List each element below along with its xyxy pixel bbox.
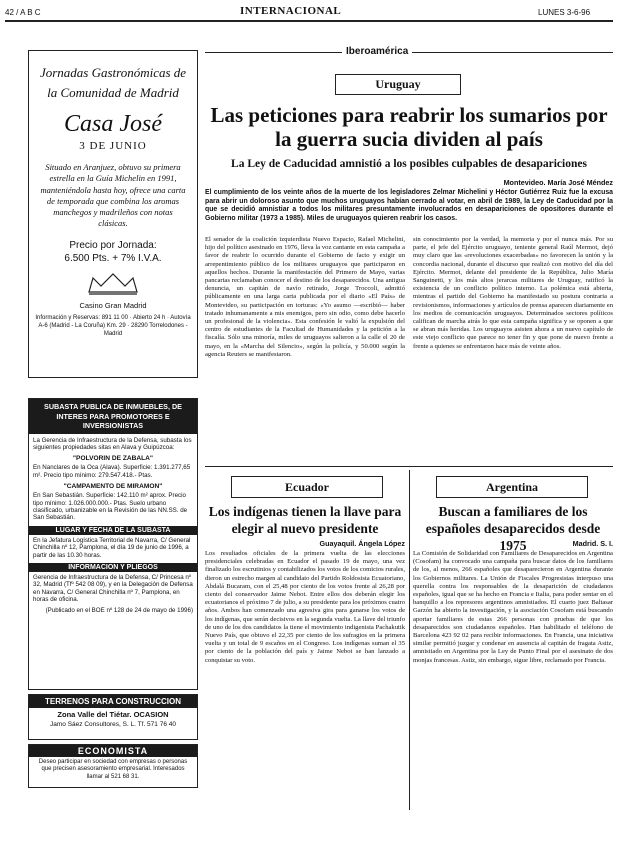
ad-restaurant: Casa José	[64, 111, 162, 137]
property-2-name: "CAMPAMENTO DE MIRAMON"	[63, 483, 163, 491]
economist-title: ECONOMISTA	[29, 745, 197, 757]
country-label-uruguay: Uruguay	[335, 74, 461, 95]
ad-description: Situado en Aranjuez, obtuvo su primera estrella en la Guía Michelin en 1991, manteniéndola hasta hoy, ofrece una carta de temporada que combina los aromas manchegos y madrileños con notas clásicas.	[40, 162, 186, 229]
main-lead: El cumplimiento de los veinte años de la muerte de los legisladores Zelmar Michelini y Héctor Gutiérrez Ruiz fue la excusa para abrir un doloroso asunto que muchos uruguayos habían cerrado al votar, en abril de 1989, la Ley de Caducidad por la que se decidió amnistiar a todos los militares presuntamente involucrados en desapariciones de opositores durante el Gobierno militar (1973 a 1985). Miles de uruguayos quieren reabrir los casos.	[205, 189, 613, 222]
main-headline: Las peticiones para reabrir los sumarios por la guerra sucia dividen al país	[210, 103, 608, 151]
casino-name: Casino Gran Madrid	[79, 300, 147, 310]
casino-logo	[63, 272, 163, 310]
page-date: LUNES 3-6-96	[538, 8, 591, 17]
auction-info-bar: INFORMACION Y PLIEGOS	[29, 563, 197, 572]
property-1-details: En Nanclares de la Oca (Alava). Superficie: 1.391.277,65 m². Precio tipo mínimo: 279.547.418.- Ptas.	[33, 464, 191, 479]
property-1-name: "POLVORIN DE ZABALA"	[72, 455, 154, 463]
land-ad-line2: Jamo Sáez Consultores, S. L. Tf. 571 76 40	[50, 721, 176, 728]
section-title: INTERNACIONAL	[240, 5, 342, 17]
main-subhead: La Ley de Caducidad amnistió a los posibles culpables de desapariciones	[231, 158, 587, 170]
main-body-col1: El senador de la coalición izquierdista Nuevo Espacio, Rafael Michelini, hijo del político asesinado en 1976, lleva la voz cantante en esta campaña a favor de reabrir lo ocurrido durante el Gobierno de facto y exigir un arrepentimiento público de los militares uruguayos que participaron en aquellos hechos. Durante la manifestación del Primero de Mayo, varias pancartas reclamaban conocer el destino de los desaparecidos. Una antigua denuncia, un capitán de navío retirado, Jorge Troccoli, admitió públicamente en una larga carta publicada por el diario «El País» de Montevideo, su participación en torturas: «Yo asumo —escribió— haber tratado inhumanamente a mis enemigos, pero sin odio, como debe hacerlo un profesional de la violencia». Esta confesión le valió la expulsión del centro de estudiantes de la Facultad de Humanidades y la petición a la fiscalía. Sólo una minoría, miles de uruguayos salieron a la calle el 20 de mayo, en la «Marcha del Silencio», según la policía, y 50.000 según la agencia Reuters se manifestaron.	[205, 236, 405, 358]
ad-price: 6.500 Pts. + 7% I.V.A.	[64, 252, 162, 264]
ad-contact: Información y Reservas: 891 11 00 · Abierto 24 h · Autovía A-6 (Madrid - La Coruña) Km. 29 · 28290 Torrelodones - Madrid	[35, 314, 191, 337]
crown-icon	[83, 272, 143, 296]
ecuador-byline: Guayaquil. Ángela López	[319, 539, 405, 548]
auction-date-bar: LUGAR Y FECHA DE LA SUBASTA	[29, 526, 197, 535]
page-number: 42 / A B C	[5, 8, 41, 17]
property-2-details: En San Sebastián. Superficie: 142.110 m² aprox. Precio tipo mínimo: 1.026.000.000.- Ptas. Suelo urbano clasificado, urbanizable en la Revisión de las NN.SS. de San Sebastián.	[33, 492, 188, 522]
header-rule	[5, 20, 613, 22]
economist-text: Deseo participar en sociedad con empresas o personas que precisen asesoramiento empresarial. Interesados llamar al 521 68 31.	[38, 759, 188, 780]
argentina-byline: Madrid. S. I.	[572, 539, 613, 548]
ecuador-headline: Los indígenas tienen la llave para elegir al nuevo presidente	[208, 504, 402, 536]
main-body-col2: sin conocimiento por la verdad, la memoria y por el nunca más. Por su parte, el jefe del Ejército uruguayo, teniente general Raúl Mermot, dejó muy claro que las «revoluciones exacerbadas» no favorecen la unión y la concordia nacional, durante el discurso que realizó con motivo del día del Ejército. Mermot, delante del presidente de la República, Julio María Sanguinetti, y los más altos jerarcas militares de Uruguay, ratificó la existencia de un conflicto político interno. La polémica está abierta, mientras el partido del Gobierno ha manifestado su postura contraria a revisionismos, informaciones y artículos de prensa aparecen diariamente en los medios de comunicación uruguayos. Determinados sectores políticos califican de marcha atrás lo que esta campaña significa y se oponen a que se abran más heridas. Los uruguayos asisten ahora a un nuevo capítulo de este viejo conflicto que parece no tener fin y que pone de nuevo frente a frente a quienes se enfrentaron hace más de veinte años.	[413, 236, 613, 350]
section-divider	[205, 466, 613, 467]
auction-notice	[28, 398, 198, 690]
land-ad	[28, 694, 198, 740]
auction-intro: La Gerencia de Infraestructura de la Defensa, subasta los siguientes propiedades sitas en Alava y Guipúzcoa:	[33, 436, 192, 451]
column-divider	[409, 470, 410, 810]
ad-title: Jornadas Gastronómicas de la Comunidad de Madrid	[39, 65, 187, 100]
land-ad-line1: Zona Valle del Tiétar. OCASION	[57, 710, 169, 719]
auction-reference: (Publicado en el BOE nº 128 de 24 de mayo de 1996)	[45, 606, 193, 614]
auction-date-text: En la Jefatura Logística Territorial de Navarra, C/ General Chinchilla nº 12, Pamplona, el día 19 de junio de 1996, a partir de las 10.30 horas.	[33, 536, 191, 559]
iberoamerica-label: Iberoamérica	[342, 46, 412, 57]
ad-date: 3 DE JUNIO	[79, 140, 147, 152]
country-label-argentina: Argentina	[436, 476, 588, 498]
argentina-body: La Comisión de Solidaridad con Familiares de Desaparecidos en Argentina (Cosofam) ha convocado una campaña para buscar datos de los familiares de los, al menos, 266 españoles que desaparecieron en Argentina durante los Gobiernos militares. La Unión de Fiscales Progresistas interpuso una querella contra los responsables de la desaparición de ciudadanos españoles, igual que se ha hecho en Francia e Italia, para poder sentar en el banquillo a los represores argentinos amnistiados. El cuarto juez Baltasar Garzón ha abierto la investigación, y la asociación Cosofam está buscando aportar familiares de estas 266 personas con pruebas de que los desaparecidos son ciudadanos españoles. Han habilitado el teléfono de Barcelona 423 92 02 para recibir informaciones. En Francia, una iniciativa similar permitió juzgar y condenar en ausencia al capitán de fragata Astiz, amnistiado en Argentina por la Ley de Punto Final por el asesinato de dos monjas francesas. Astiz, sin embargo, sigue libre, reclamado por Francia.	[413, 550, 613, 664]
land-ad-title: TERRENOS PARA CONSTRUCCION	[29, 695, 197, 708]
gastronomy-ad	[28, 50, 198, 378]
argentina-headline: Buscan a familiares de los españoles desaparecidos desde 1975	[425, 504, 601, 553]
ad-price-label: Precio por Jornada:	[69, 239, 157, 251]
main-byline: Montevideo. María José Méndez	[503, 178, 613, 187]
ecuador-body: Los resultados oficiales de la primera vuelta de las elecciones presidenciales celebradas en Ecuador el pasado 19 de mayo, una vez finalizado los escrutinios y contabilizados los votos de los comicios rurales, dieron un estrecho margen al candidato del Partido Roldosista Ecuatoriano, Abdalá Bucaram, con el 25,48 por ciento de los votos frente al 26,28 por ciento del conservador Jaime Nebot. Entre ellos dos deberán elegir los ecuatorianos el próximo 7 de julio, a su presidente para los próximos cuatro años. Ambos han comenzado una agresiva gira para ganarse los votos de los indígenas, que serán decisivos en la segunda vuelta. La llave del triunfo de uno de los dos candidatos la tiene el movimiento indigenista Pachakutik Nuevo País, que obtuvo el 22,35 por ciento de los sufragios en la primera vuelta y un total de 9 escaños en el Congreso. Los indígenas suman el 35 por ciento de la población del país y Jaime Nebot se han lanzado a conquistar su voto.	[205, 550, 405, 664]
auction-info-text: Gerencia de Infraestructura de la Defensa, C/ Princesa nº 32, Madrid (Tfº 542 08 09), y en la Delegación de Defensa en Navarra, C/ General Chinchilla nº 7, Pamplona, en horas de oficina.	[33, 573, 193, 604]
auction-title: SUBASTA PUBLICA DE INMUEBLES, DE INTERES PARA PROMOTORES E INVERSIONISTAS	[29, 399, 197, 434]
economist-ad	[28, 744, 198, 788]
country-label-ecuador: Ecuador	[231, 476, 383, 498]
